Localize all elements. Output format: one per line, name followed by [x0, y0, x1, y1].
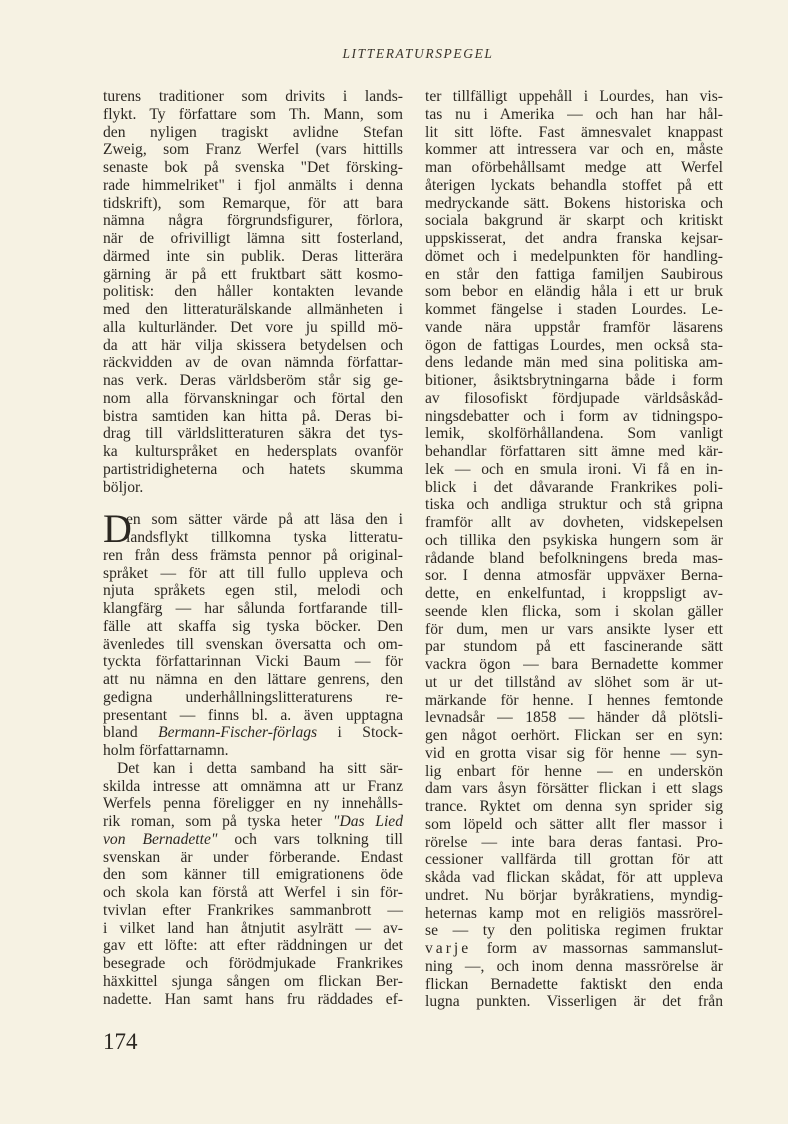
text-line: ter tillfälligt uppehåll i Lourdes, han vis- [425, 88, 723, 105]
text-line: drag till världslitteraturen säkra det tys- [103, 425, 403, 443]
text-line: da att här vilja skissera betydelsen och [103, 336, 403, 354]
text-line: kommer att intressera var och en, måste [425, 141, 723, 159]
text-line: skåda vad flickan skådat, för att uppleva [425, 869, 723, 886]
text-segment: form av massornas sammanslut- [471, 940, 723, 957]
text-line: senaste bok på svenska "Det försking- [103, 159, 403, 176]
text-line: rade himmelriket" i fjol anmälts i denna [103, 176, 403, 194]
text-line: lig enbart för henne — en underskön [425, 762, 723, 780]
text-line: gedigna underhållningslitteraturens re- [103, 688, 403, 706]
text-line: levnadsår — 1858 — händer då plötsli- [425, 709, 723, 727]
italic-title: von Bernadette" [103, 830, 218, 848]
text-line: seende klen flicka, som i skolan gäller [425, 602, 723, 620]
text-line: av filosofiskt fördjupade världsåskåd- [425, 389, 723, 407]
text-line: rörelse — inte bara deras fantasi. Pro- [425, 833, 723, 851]
text-line: som bebor en eländig håla i ett ur bruk [425, 283, 723, 301]
text-line: lugna punkten. Visserligen är det från [425, 993, 723, 1011]
text-line: när de ofrivilligt lämna sitt fosterland, [103, 230, 403, 247]
text-line: medryckande sätt. Bokens historiska och [425, 194, 723, 212]
text-line: vackra ögon — bara Bernadette kommer [425, 656, 723, 673]
text-line: nom alla förvanskningar och förtal den [103, 389, 403, 407]
text-line: den som känner till emigrationens öde [103, 866, 403, 884]
paragraph [103, 88, 403, 496]
text-segment: rik roman, som på tyska heter [103, 813, 333, 830]
text-line: den nyligen tragiskt avlidne Stefan [103, 123, 403, 141]
text-line: dömet och i medelpunkten för handling- [425, 247, 723, 265]
text-line: för dum, men ur vars ansikte lyser ett [425, 620, 723, 638]
text-line: landsflykt tillkomna tyska litteratu- [126, 529, 403, 546]
text-line: språket — för att till fullo uppleva och [103, 564, 403, 582]
text-line: ävenledes till svenskan översatta och om- [103, 635, 403, 653]
text-line: märkande för henne. I hennes femtonde [425, 691, 723, 709]
italic-title: Bermann-Fischer-förlags [158, 724, 318, 742]
text-line: Det kan i detta samband ha sitt sär- [117, 759, 403, 777]
text-line: som löpeld och sätter allt fler massor i [425, 815, 723, 833]
paragraph [103, 760, 403, 1009]
paragraph [103, 506, 404, 760]
text-line: att nu nämna en den lättare genrens, den [103, 671, 403, 688]
text-line: Werfels penna föreligger en ny innehålls- [103, 795, 403, 813]
text-line: trance. Ryktet om denna syn sprider sig [425, 798, 723, 815]
text-line: ning —, och inom denna massrörelse är [425, 957, 723, 975]
text-line: därmed inte sin publik. Deras litterära [103, 247, 403, 265]
text-line: Zweig, som Franz Werfel (vars hittills [103, 141, 403, 159]
text-line: gav ett löfte: att efter räddningen ur det [103, 937, 403, 955]
text-line: ka kulturspråket en hedersplats ovanför [103, 443, 403, 460]
text-line: blick i det dåvarande Frankrikes poli- [425, 478, 723, 496]
text-line [103, 813, 403, 831]
paragraph [425, 88, 723, 1011]
text-segment: och vars tolkning till [217, 830, 403, 848]
text-line: ningsdebatter och i form av tidningspo- [425, 407, 723, 425]
text-line: lit sitt löfte. Fast ämnesvalet knappast [425, 123, 723, 141]
text-line: dam vars åsyn försätter flickan i ett slags [425, 780, 723, 798]
text-segment: i Stock- [317, 724, 404, 742]
text-line: rådande bland befolkningens breda mas- [425, 549, 723, 567]
text-line: lemik, skolförhållandena. Som vanligt [425, 425, 723, 443]
text-line: tidskrift), som Remarque, för att bara [103, 194, 403, 212]
text-line: kommet fängelse i staden Lourdes. Le- [425, 301, 723, 318]
text-line: vid en grotta visar sig för henne — syn- [425, 744, 723, 762]
text-line: tvivlan efter Frankrikes sammanbrott — [103, 901, 403, 919]
text-line [103, 831, 403, 849]
text-line: alla kulturländer. Det vore ju spilld mö- [103, 318, 403, 336]
text-line: klangfärg — har sålunda fortfarande till- [103, 600, 403, 617]
text-line: häxkittel sjunga sången om flickan Ber- [103, 972, 403, 990]
text-line: njuta språkets egen stil, melodi och [103, 582, 403, 600]
text-line: dens ledande män med sina politiska am- [425, 354, 723, 372]
spaced-emphasis: varje [425, 940, 472, 957]
text-line: undret. Nu börjar byråkratiens, myndig- [425, 886, 723, 904]
right-column [425, 88, 723, 1011]
page-number: 174 [103, 1029, 138, 1054]
text-segment: bland [103, 724, 159, 742]
left-column [103, 88, 403, 1008]
running-header: LITTERATURSPEGEL [342, 46, 494, 61]
text-line [103, 724, 403, 742]
text-line: man oförbehållsamt medge att Werfel [425, 159, 723, 176]
text-line: räckvidden av de ovan nämnda författar- [103, 354, 403, 372]
text-line: holm författarnamn. [103, 742, 229, 759]
text-line [425, 940, 723, 958]
text-line: bitioner, åsiktsbrytningarna både i form [425, 372, 723, 389]
text-line: vande nära uppstår framför läsarens [425, 318, 723, 336]
text-line: svenskan är under förberande. Endast [103, 848, 403, 866]
drop-cap: D [103, 506, 132, 552]
text-line: framför allt av dovheten, vidskepelsen [425, 514, 723, 531]
text-line: fälle att skaffa sig tyska böcker. Den [103, 617, 403, 635]
text-line: nämna några förgrundsfigurer, förlora, [103, 212, 403, 230]
text-line: ögon de fattigas Lourdes, men också sta- [425, 336, 723, 354]
text-line: nas verk. Deras världsberöm står sig ge- [103, 372, 403, 389]
text-line: tiska och andliga struktur och stå gripna [425, 496, 723, 514]
text-line: med den litteraturälskande allmänheten i [103, 301, 403, 318]
text-line: böljor. [103, 478, 144, 496]
text-line: tas nu i Amerika — och han har hål- [425, 105, 723, 123]
text-line: gärning är på ett fruktbart sätt kosmo- [103, 265, 403, 283]
text-line: sor. I denna atmosfär uppväxer Berna- [425, 567, 723, 585]
text-line: en som sätter värde på att läsa den i [126, 511, 403, 529]
text-line: turens traditioner som drivits i lands- [103, 88, 403, 105]
text-line: i vilket land han åtnjutit asylrätt — av- [103, 919, 403, 937]
text-line: cessioner vallfärda till grottan för att [425, 851, 723, 869]
text-line: och tillika den psykiska hungern som är [425, 531, 723, 549]
text-line: partistridigheterna och hatets skumma [103, 460, 403, 478]
text-line: lek — och en smula ironi. Vi få en in- [425, 460, 723, 478]
text-line: skilda intresse att omnämna att ur Franz [103, 777, 403, 795]
text-line: en står den fattiga familjen Saubirous [425, 265, 723, 283]
text-line: heternas kamp mot en religiös massrörel- [425, 904, 723, 922]
text-line: ut ur det tillstånd av slöhet som är ut- [425, 673, 723, 691]
text-line: sociala bakgrund är skarpt och kritiskt [425, 212, 723, 230]
text-line: politisk: den håller kontakten levande [103, 283, 403, 301]
text-line: gen något oerhört. Flickan ser en syn: [425, 727, 723, 744]
text-line: behandlar författaren sitt ämne med kär- [425, 443, 723, 460]
text-line: ren från dess främsta pennor på original- [103, 546, 403, 564]
text-line: nadette. Han samt hans fru räddades ef- [103, 990, 403, 1008]
text-line: se — ty den politiska regimen fruktar [425, 922, 723, 940]
text-line: bistra samtiden kan hitta på. Deras bi- [103, 407, 403, 425]
text-line: uppskisserat, det andra franska kejsar- [425, 230, 723, 247]
text-line: par stundom på ett fascinerande sätt [425, 638, 723, 656]
text-line: dette, en enkelfuntad, i kroppsligt av- [425, 585, 723, 602]
text-line: återigen lyckats behandla stoffet på ett [425, 176, 723, 194]
text-line: flickan Bernadette faktiskt den enda [425, 975, 723, 993]
text-line: flykt. Ty författare som Th. Mann, som [103, 105, 403, 123]
text-line: tyckta författarinnan Vicki Baum — för [103, 653, 403, 671]
text-line: och skola kan förstå att Werfel i sin för- [103, 884, 403, 901]
text-line: presentant — finns bl. a. även upptagna [103, 706, 403, 724]
text-line: besegrade och förödmjukade Frankrikes [103, 955, 403, 972]
italic-title: "Das Lied [332, 813, 403, 830]
